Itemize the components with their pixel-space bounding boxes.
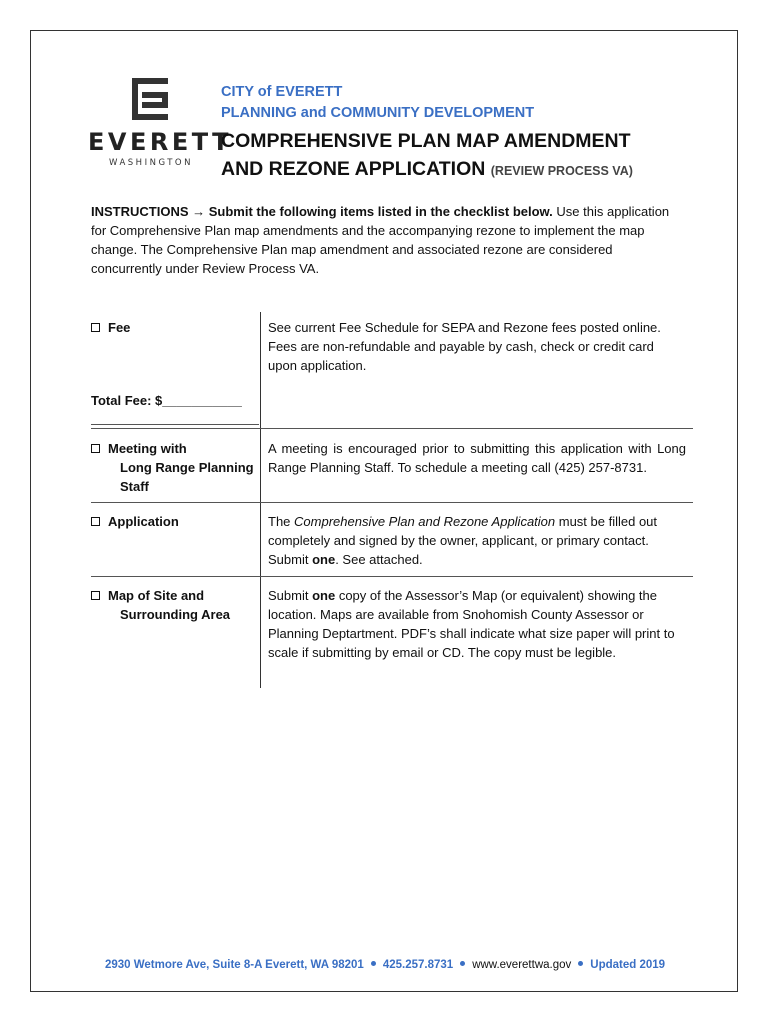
- map-label-line1: Map of Site and: [108, 588, 205, 603]
- page-footer: [0, 959, 770, 971]
- meeting-label-line1: Meeting with: [108, 441, 187, 456]
- bullet-icon: [578, 961, 583, 966]
- fee-checkbox[interactable]: [91, 323, 100, 332]
- org-name: CITY of EVERETT: [221, 84, 343, 100]
- application-text-mid: must be filled out completely and signed by the owner, applicant, or primary contact. Submit: [268, 514, 658, 567]
- meeting-description: A meeting is encouraged prior to submitting this application with Long Range Planning Staff. To schedule a meeting call (425) 257-8731.: [268, 441, 686, 475]
- form-title-suffix: (REVIEW PROCESS VA): [490, 164, 633, 178]
- application-form-name: Comprehensive Plan and Rezone Application: [294, 514, 556, 529]
- application-count: one: [312, 552, 336, 567]
- fee-description: See current Fee Schedule for SEPA and Rezone fees posted online. Fees are non-refundable and payable by cash, check or credit card upon application.: [268, 320, 661, 373]
- bullet-icon: [371, 961, 376, 966]
- form-title-line2-text: AND REZONE APPLICATION: [221, 158, 486, 180]
- application-label: Application: [108, 514, 179, 529]
- form-title-line1: COMPREHENSIVE PLAN MAP AMENDMENT: [221, 130, 631, 152]
- footer-updated: Updated 2019: [590, 959, 666, 971]
- application-description: [268, 512, 686, 569]
- instructions-paragraph: [91, 202, 681, 278]
- map-label-line2: Surrounding Area: [120, 607, 231, 622]
- meeting-label-line3: Staff: [120, 479, 149, 494]
- map-text-pre: Submit: [268, 588, 313, 603]
- footer-website[interactable]: www.everettwa.gov: [472, 959, 572, 971]
- row-divider: [91, 428, 693, 429]
- meeting-checkbox[interactable]: [91, 444, 100, 453]
- row-divider: [91, 576, 693, 577]
- instructions-lead: INSTRUCTIONS → Submit the following items listed in the checklist below.: [91, 204, 553, 219]
- application-text-pre: The: [268, 514, 295, 529]
- map-count: one: [312, 588, 336, 603]
- map-text-post: copy of the Assessor’s Map (or equivalent) showing the location. Maps are available from Snohomish County Assessor or Planning Deptartment. PDF’s shall indicate what size paper will print to scale if submitting by email or CD. The copy must be legible.: [268, 588, 675, 660]
- application-text-post: . See attached.: [335, 552, 423, 567]
- total-fee-field[interactable]: Total Fee: $___________: [91, 393, 242, 408]
- application-checkbox[interactable]: [91, 517, 100, 526]
- form-title-line2: [221, 158, 633, 181]
- map-checkbox[interactable]: [91, 591, 100, 600]
- row-divider: [91, 502, 693, 503]
- logo-wordmark: EVERETT: [88, 128, 233, 156]
- map-description: [268, 586, 686, 662]
- department-name: PLANNING and COMMUNITY DEVELOPMENT: [221, 105, 535, 121]
- instructions-body: Use this application for Comprehensive Plan map amendments and the accompanying rezone to implement the map change. The Comprehensive Plan map amendment and associated rezone are considered concurrently under Review Process VA.: [91, 204, 670, 276]
- column-divider: [260, 312, 261, 688]
- everett-logo: [88, 78, 233, 178]
- fee-label: Fee: [108, 320, 131, 335]
- everett-logo-mark-icon: [132, 78, 168, 120]
- footer-address: 2930 Wetmore Ave, Suite 8-A Everett, WA 98201: [104, 959, 364, 971]
- bullet-icon: [460, 961, 465, 966]
- logo-subtitle: WASHINGTON: [109, 158, 193, 168]
- meeting-label-line2: Long Range Planning: [120, 460, 254, 475]
- footer-phone: 425.257.8731: [382, 959, 454, 971]
- row-divider: [91, 424, 259, 425]
